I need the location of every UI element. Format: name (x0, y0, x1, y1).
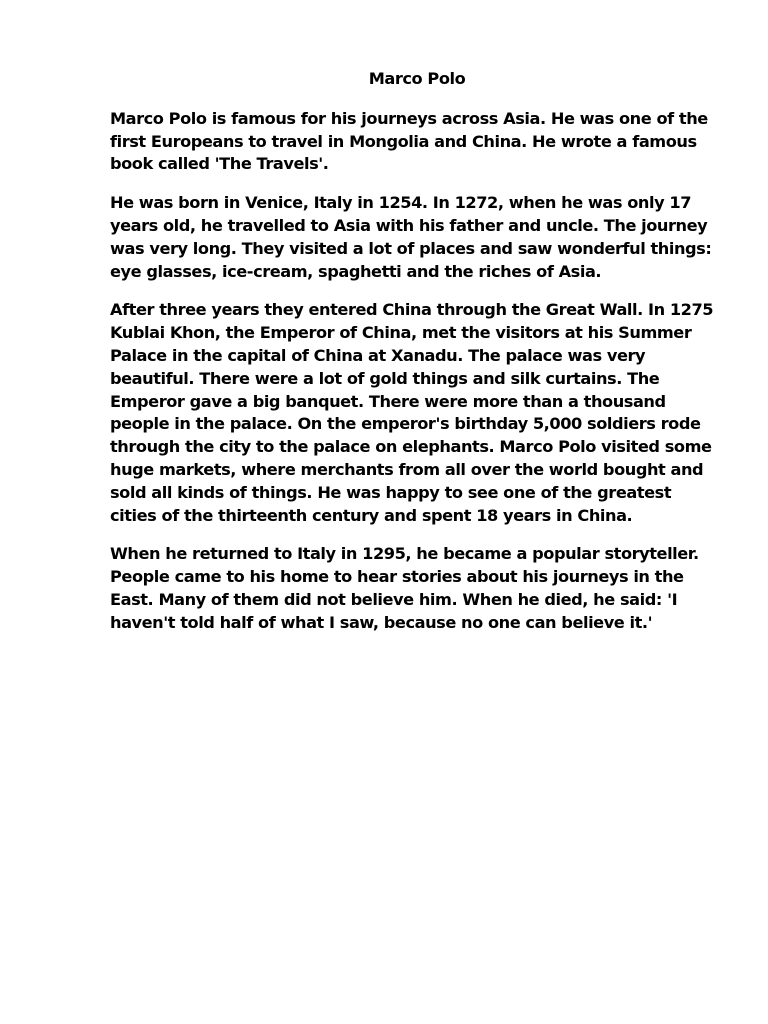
paragraph-2: He was born in Venice, Italy in 1254. In 1272, when he was only 17 years old, he travelled to Asia with his father and uncle. The journey was very long. They visited a lot of places and saw wonderful things: eye glasses, ice-cream, spaghetti and the riches of Asia. (110, 193, 712, 281)
paragraph-1: Marco Polo is famous for his journeys across Asia. He was one of the first Europeans to travel in Mongolia and China. He wrote a famous book called 'The Travels'. (110, 108, 708, 174)
document-page (110, 68, 714, 651)
document-title: Marco Polo (368, 69, 466, 88)
paragraph-3: After three years they entered China through the Great Wall. In 1275 Kublai Khon, the Emperor of China, met the visitors at his Summer Palace in the capital of China at Xanadu. The palace was very beautiful. There were a lot of gold things and silk curtains. The Emperor gave a big banquet. There were more than a thousand people in the palace. On the emperor's birthday 5,000 soldiers rode through the city to the palace on elephants. Marco Polo visited some huge markets, where merchants from all over the world bought and sold all kinds of things. He was happy to see one of the greatest cities of the thirteenth century and spent 18 years in China. (110, 300, 714, 525)
paragraph-4: When he returned to Italy in 1295, he became a popular storyteller. People came to his home to hear stories about his journeys in the East. Many of them did not believe him. When he died, he said: 'I haven't told half of what I saw, because no one can believe it.' (110, 544, 699, 632)
